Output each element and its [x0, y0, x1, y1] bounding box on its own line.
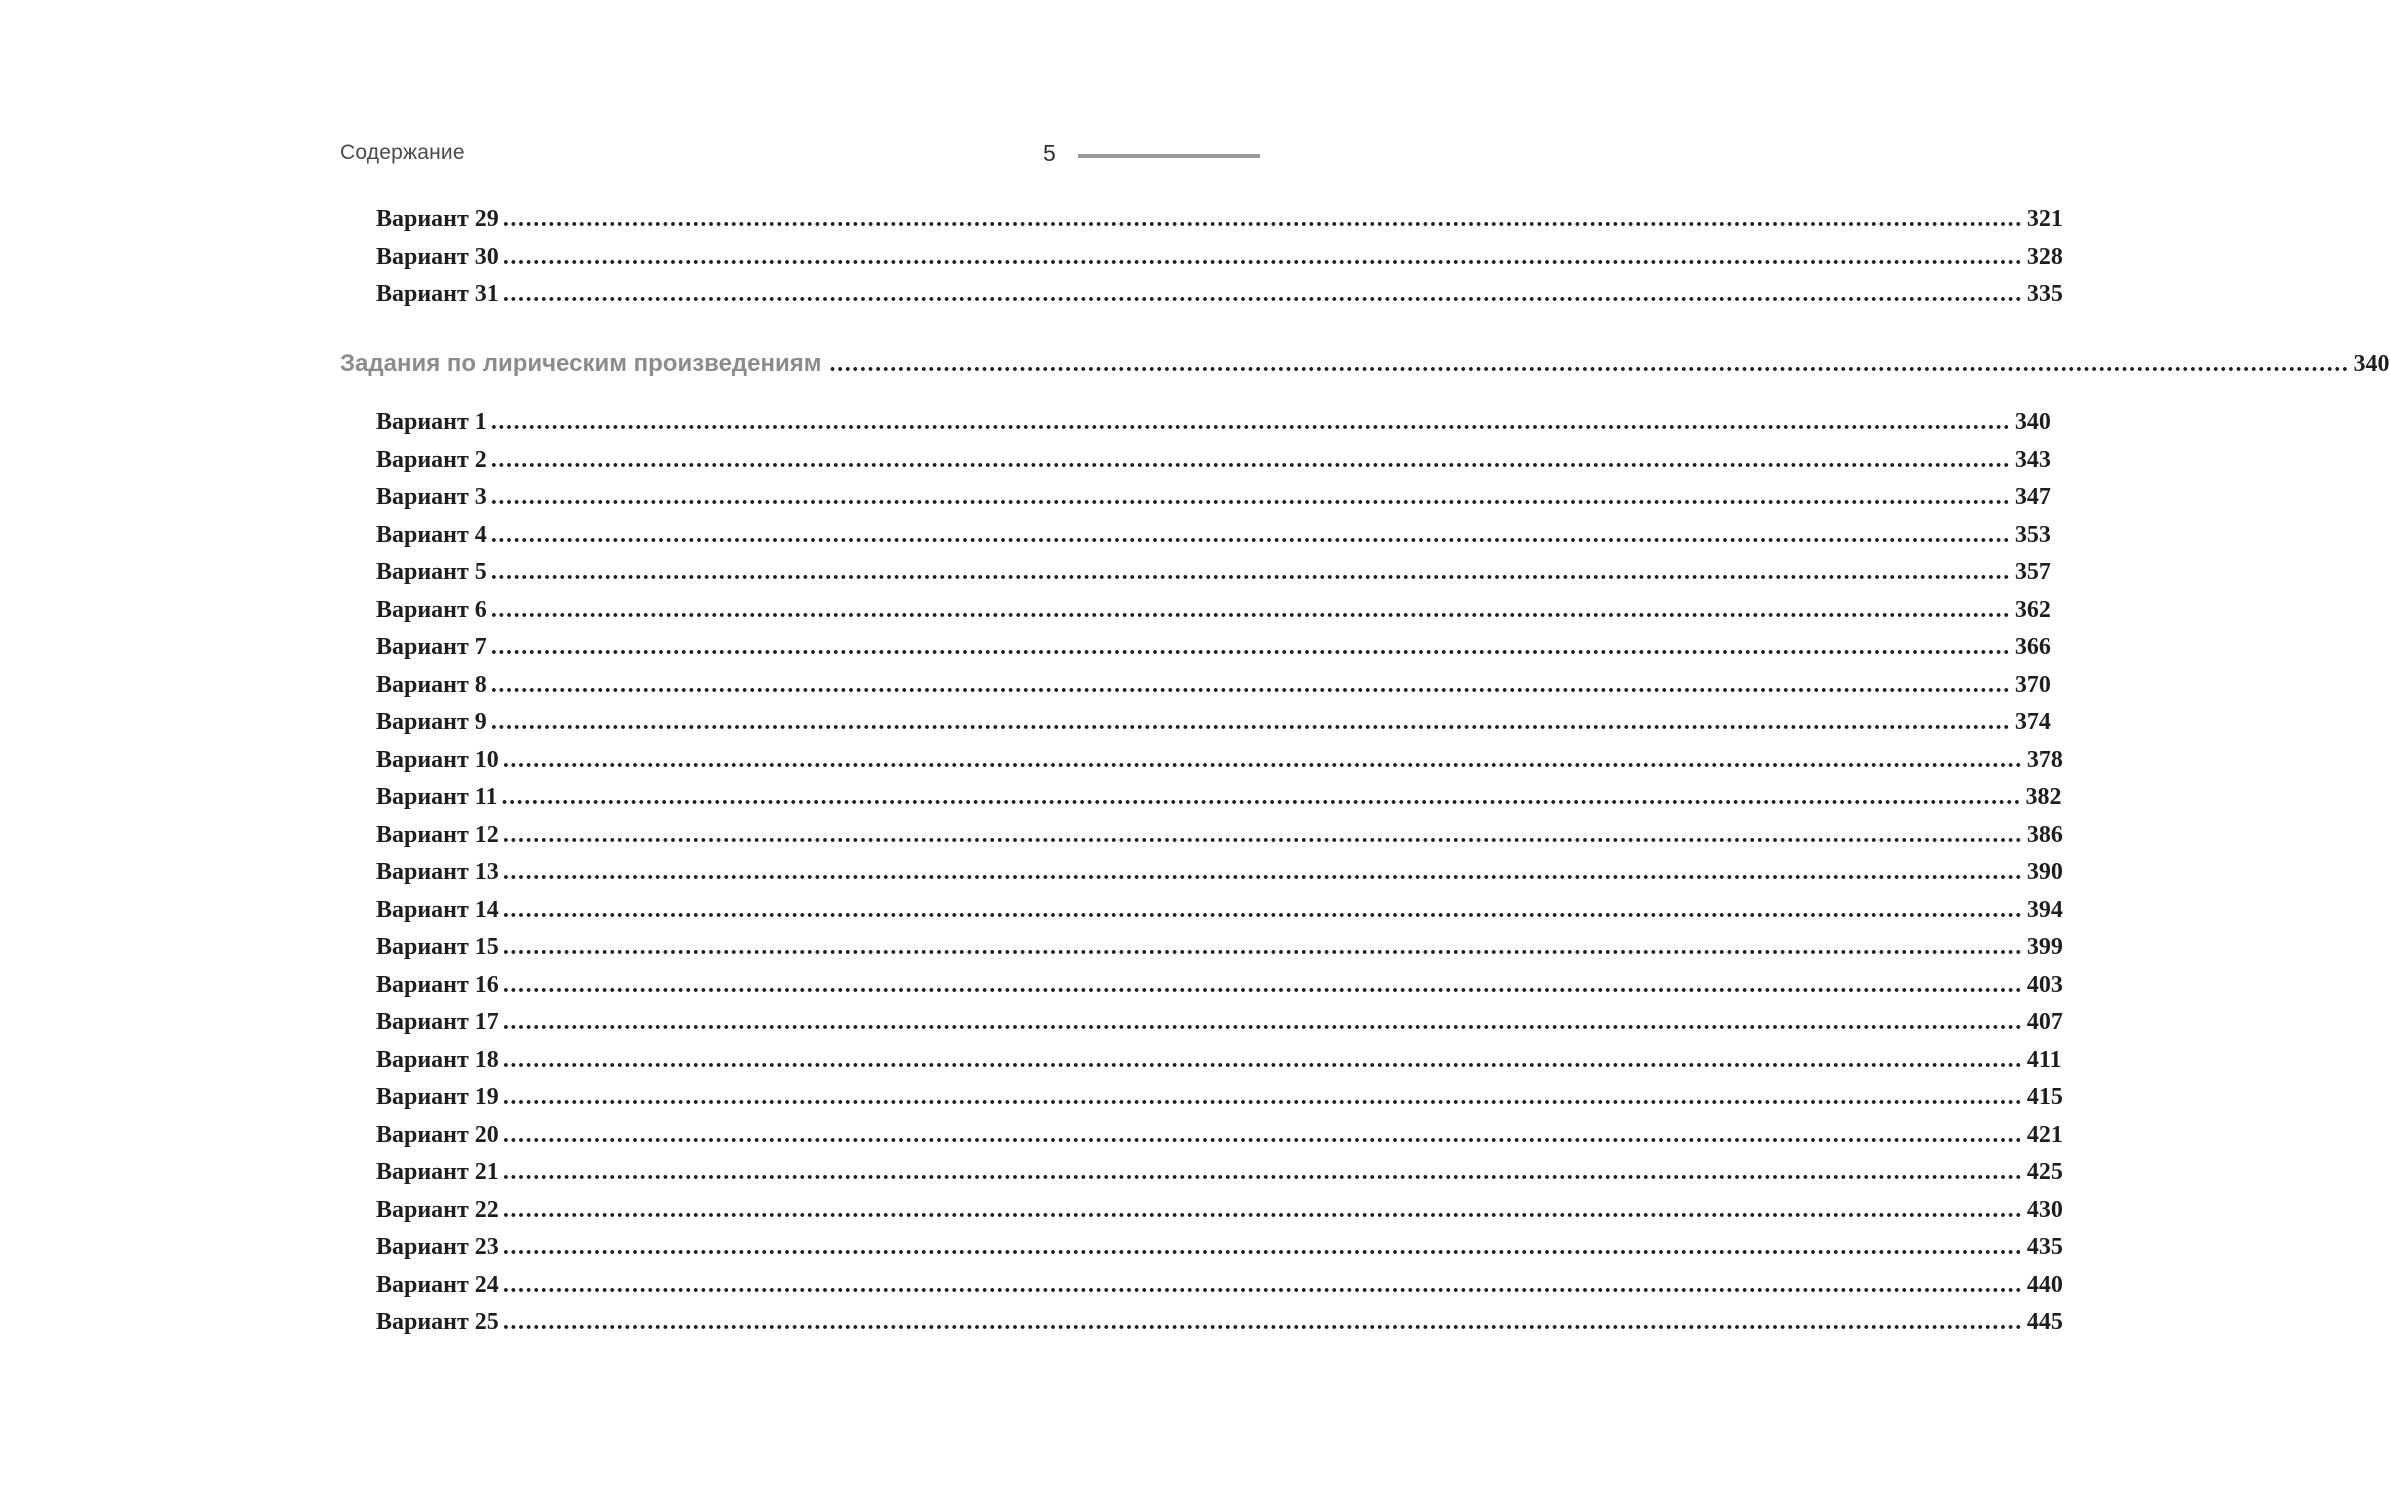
toc-entry-page: 421: [2026, 1121, 2063, 1148]
toc-entry[interactable]: [376, 634, 2051, 672]
running-head-title: Содержание: [340, 141, 465, 164]
toc-entry[interactable]: [376, 896, 2063, 935]
dot-leader: ........................................................................................................................................................................................................: [501, 784, 2022, 810]
toc-entry-page: 425: [2026, 1159, 2063, 1185]
toc-entry[interactable]: [376, 281, 2063, 319]
dot-leader: ........................................................................................................................................................................................................: [502, 859, 2023, 885]
toc-entry-label: Вариант 7: [376, 634, 487, 660]
dot-leader: ........................................................................................................................................................................................................: [502, 934, 2023, 960]
dot-leader: ........................................................................................................................................................................................................: [490, 484, 2011, 510]
dot-leader: ........................................................................................................................................................................................................: [490, 409, 2011, 435]
toc-entry-page: 353: [2014, 521, 2051, 548]
dot-leader: ........................................................................................................................................................................................................: [490, 559, 2011, 585]
toc-entry-page: 378: [2026, 746, 2063, 773]
toc-entry-label: Вариант 29: [376, 206, 499, 232]
toc-entry-label: Вариант 19: [376, 1084, 499, 1110]
dot-leader: ........................................................................................................................................................................................................: [502, 896, 2023, 923]
page-number: 5: [1043, 140, 1056, 166]
toc-entry-page: 321: [2026, 206, 2063, 232]
toc-entry-label: Вариант 5: [376, 559, 487, 585]
toc-entry-label: Вариант 20: [376, 1121, 499, 1148]
toc-entry[interactable]: [376, 746, 2063, 785]
section-title: Задания по лирическим произведениям: [340, 350, 822, 377]
toc-entry-label: Вариант 16: [376, 971, 499, 998]
toc-entry-label: Вариант 9: [376, 709, 487, 735]
toc-entry[interactable]: [376, 596, 2051, 635]
toc-entry[interactable]: [376, 446, 2051, 485]
toc-entry-label: Вариант 23: [376, 1234, 499, 1260]
dot-leader: ........................................................................................................................................................................................................: [502, 1234, 2023, 1260]
dot-leader: ........................................................................................................................................................................................................: [490, 596, 2011, 623]
toc-entry-page: 407: [2026, 1009, 2063, 1035]
toc-entry-page: 366: [2014, 634, 2051, 660]
toc-entry[interactable]: [376, 1271, 2063, 1310]
toc-entry-page: 335: [2026, 281, 2063, 307]
toc-entry-page: 343: [2014, 446, 2051, 473]
toc-entry-label: Вариант 2: [376, 446, 487, 473]
toc-entry-label: Вариант 3: [376, 484, 487, 510]
toc-entry-label: Вариант 22: [376, 1196, 499, 1223]
toc-entry-label: Вариант 6: [376, 596, 487, 623]
toc-entry-page: 347: [2014, 484, 2051, 510]
toc-entry-label: Вариант 11: [376, 784, 498, 810]
toc-entry-label: Вариант 10: [376, 746, 499, 773]
toc-entry[interactable]: [376, 1009, 2063, 1047]
toc-entry[interactable]: [376, 971, 2063, 1010]
dot-leader: ........................................................................................................................................................................................................: [502, 281, 2023, 307]
toc-entry[interactable]: [376, 409, 2051, 447]
toc-entry-page: 328: [2026, 243, 2063, 270]
dot-leader: ........................................................................................................................................................................................................: [502, 1121, 2023, 1148]
toc-section-heading[interactable]: [340, 350, 2390, 378]
toc-entry[interactable]: [376, 1084, 2063, 1122]
toc-entry-page: 399: [2026, 934, 2063, 960]
toc-entry[interactable]: [376, 1046, 2062, 1085]
dot-leader: ........................................................................................................................................................................................................: [502, 1046, 2023, 1073]
toc-list-main: [376, 409, 2063, 1347]
toc-entry-page: 435: [2026, 1234, 2063, 1260]
toc-entry[interactable]: [376, 559, 2051, 597]
toc-entry-page: 445: [2026, 1309, 2063, 1335]
toc-entry-page: 440: [2026, 1271, 2063, 1298]
toc-entry[interactable]: [376, 1196, 2063, 1235]
dot-leader: ........................................................................................................................................................................................................: [502, 1159, 2023, 1185]
dot-leader: ........................................................................................................................................................................................................: [502, 1009, 2023, 1035]
toc-entry-page: 386: [2026, 821, 2063, 848]
dot-leader: ........................................................................................................................................................................................................: [490, 634, 2011, 660]
toc-entry-page: 403: [2026, 971, 2063, 998]
dot-leader: ........................................................................................................................................................................................................: [490, 521, 2011, 548]
toc-entry[interactable]: [376, 1121, 2063, 1160]
toc-entry-label: Вариант 17: [376, 1009, 499, 1035]
toc-entry-label: Вариант 14: [376, 896, 499, 923]
toc-entry-page: 362: [2014, 596, 2051, 623]
header-rule: [1078, 154, 1260, 158]
toc-entry[interactable]: [376, 1159, 2063, 1197]
dot-leader: ........................................................................................................................................................................................................: [502, 1196, 2023, 1223]
dot-leader: ........................................................................................................................................................................................................: [490, 671, 2011, 698]
toc-entry[interactable]: [376, 1234, 2063, 1272]
toc-entry-label: Вариант 25: [376, 1309, 499, 1335]
toc-entry-page: 382: [2025, 784, 2062, 810]
toc-entry[interactable]: [376, 1309, 2063, 1347]
toc-entry[interactable]: [376, 709, 2051, 747]
toc-entry-page: 430: [2026, 1196, 2063, 1223]
toc-entry[interactable]: [376, 671, 2051, 710]
toc-entry[interactable]: [376, 784, 2062, 822]
dot-leader: ........................................................................................................................................................................................................: [502, 206, 2023, 232]
dot-leader: ........................................................................................................................................................................................................: [502, 1084, 2023, 1110]
toc-entry[interactable]: [376, 821, 2063, 860]
dot-leader: ........................................................................................................................................................................................................: [502, 1309, 2023, 1335]
toc-entry[interactable]: [376, 934, 2063, 972]
toc-entry[interactable]: [376, 243, 2063, 282]
dot-leader: ........................................................................................................................................................................................................: [502, 971, 2023, 998]
toc-entry-page: 340: [2014, 409, 2051, 435]
toc-entry-page: 411: [2026, 1046, 2062, 1073]
dot-leader: ........................................................................................................................................................................................................: [490, 709, 2011, 735]
dot-leader: ........................................................................................................................................................................................................: [502, 243, 2023, 270]
section-page-number: 340: [2353, 351, 2390, 377]
toc-entry-label: Вариант 30: [376, 243, 499, 270]
dot-leader: ........................................................................................................................................................................................................: [502, 1271, 2023, 1298]
toc-entry-label: Вариант 18: [376, 1046, 499, 1073]
toc-list-top: [376, 206, 2063, 319]
dot-leader: ........................................................................................................................................................................................................: [502, 821, 2023, 848]
toc-entry-label: Вариант 1: [376, 409, 487, 435]
toc-entry-page: 394: [2026, 896, 2063, 923]
toc-entry-page: 370: [2014, 671, 2051, 698]
toc-entry[interactable]: [376, 521, 2051, 560]
toc-entry-label: Вариант 13: [376, 859, 499, 885]
dot-leader: ........................................................................................................................................................................................................: [490, 446, 2011, 473]
toc-entry-page: 374: [2014, 709, 2051, 735]
running-header: [340, 141, 1260, 171]
toc-entry-label: Вариант 12: [376, 821, 499, 848]
toc-entry-label: Вариант 8: [376, 671, 487, 698]
toc-entry-page: 357: [2014, 559, 2051, 585]
toc-entry[interactable]: [376, 859, 2063, 897]
dot-leader: ........................................................................................................................................................................................................: [502, 746, 2023, 773]
toc-entry-label: Вариант 24: [376, 1271, 499, 1298]
toc-entry[interactable]: [376, 484, 2051, 522]
toc-entry-label: Вариант 4: [376, 521, 487, 548]
toc-entry-label: Вариант 21: [376, 1159, 499, 1185]
toc-entry[interactable]: [376, 206, 2063, 244]
dot-leader: ........................................................................................................................................................................................................: [829, 351, 2350, 377]
toc-entry-page: 390: [2026, 859, 2063, 885]
toc-entry-page: 415: [2026, 1084, 2063, 1110]
toc-entry-label: Вариант 15: [376, 934, 499, 960]
toc-entry-label: Вариант 31: [376, 281, 499, 307]
